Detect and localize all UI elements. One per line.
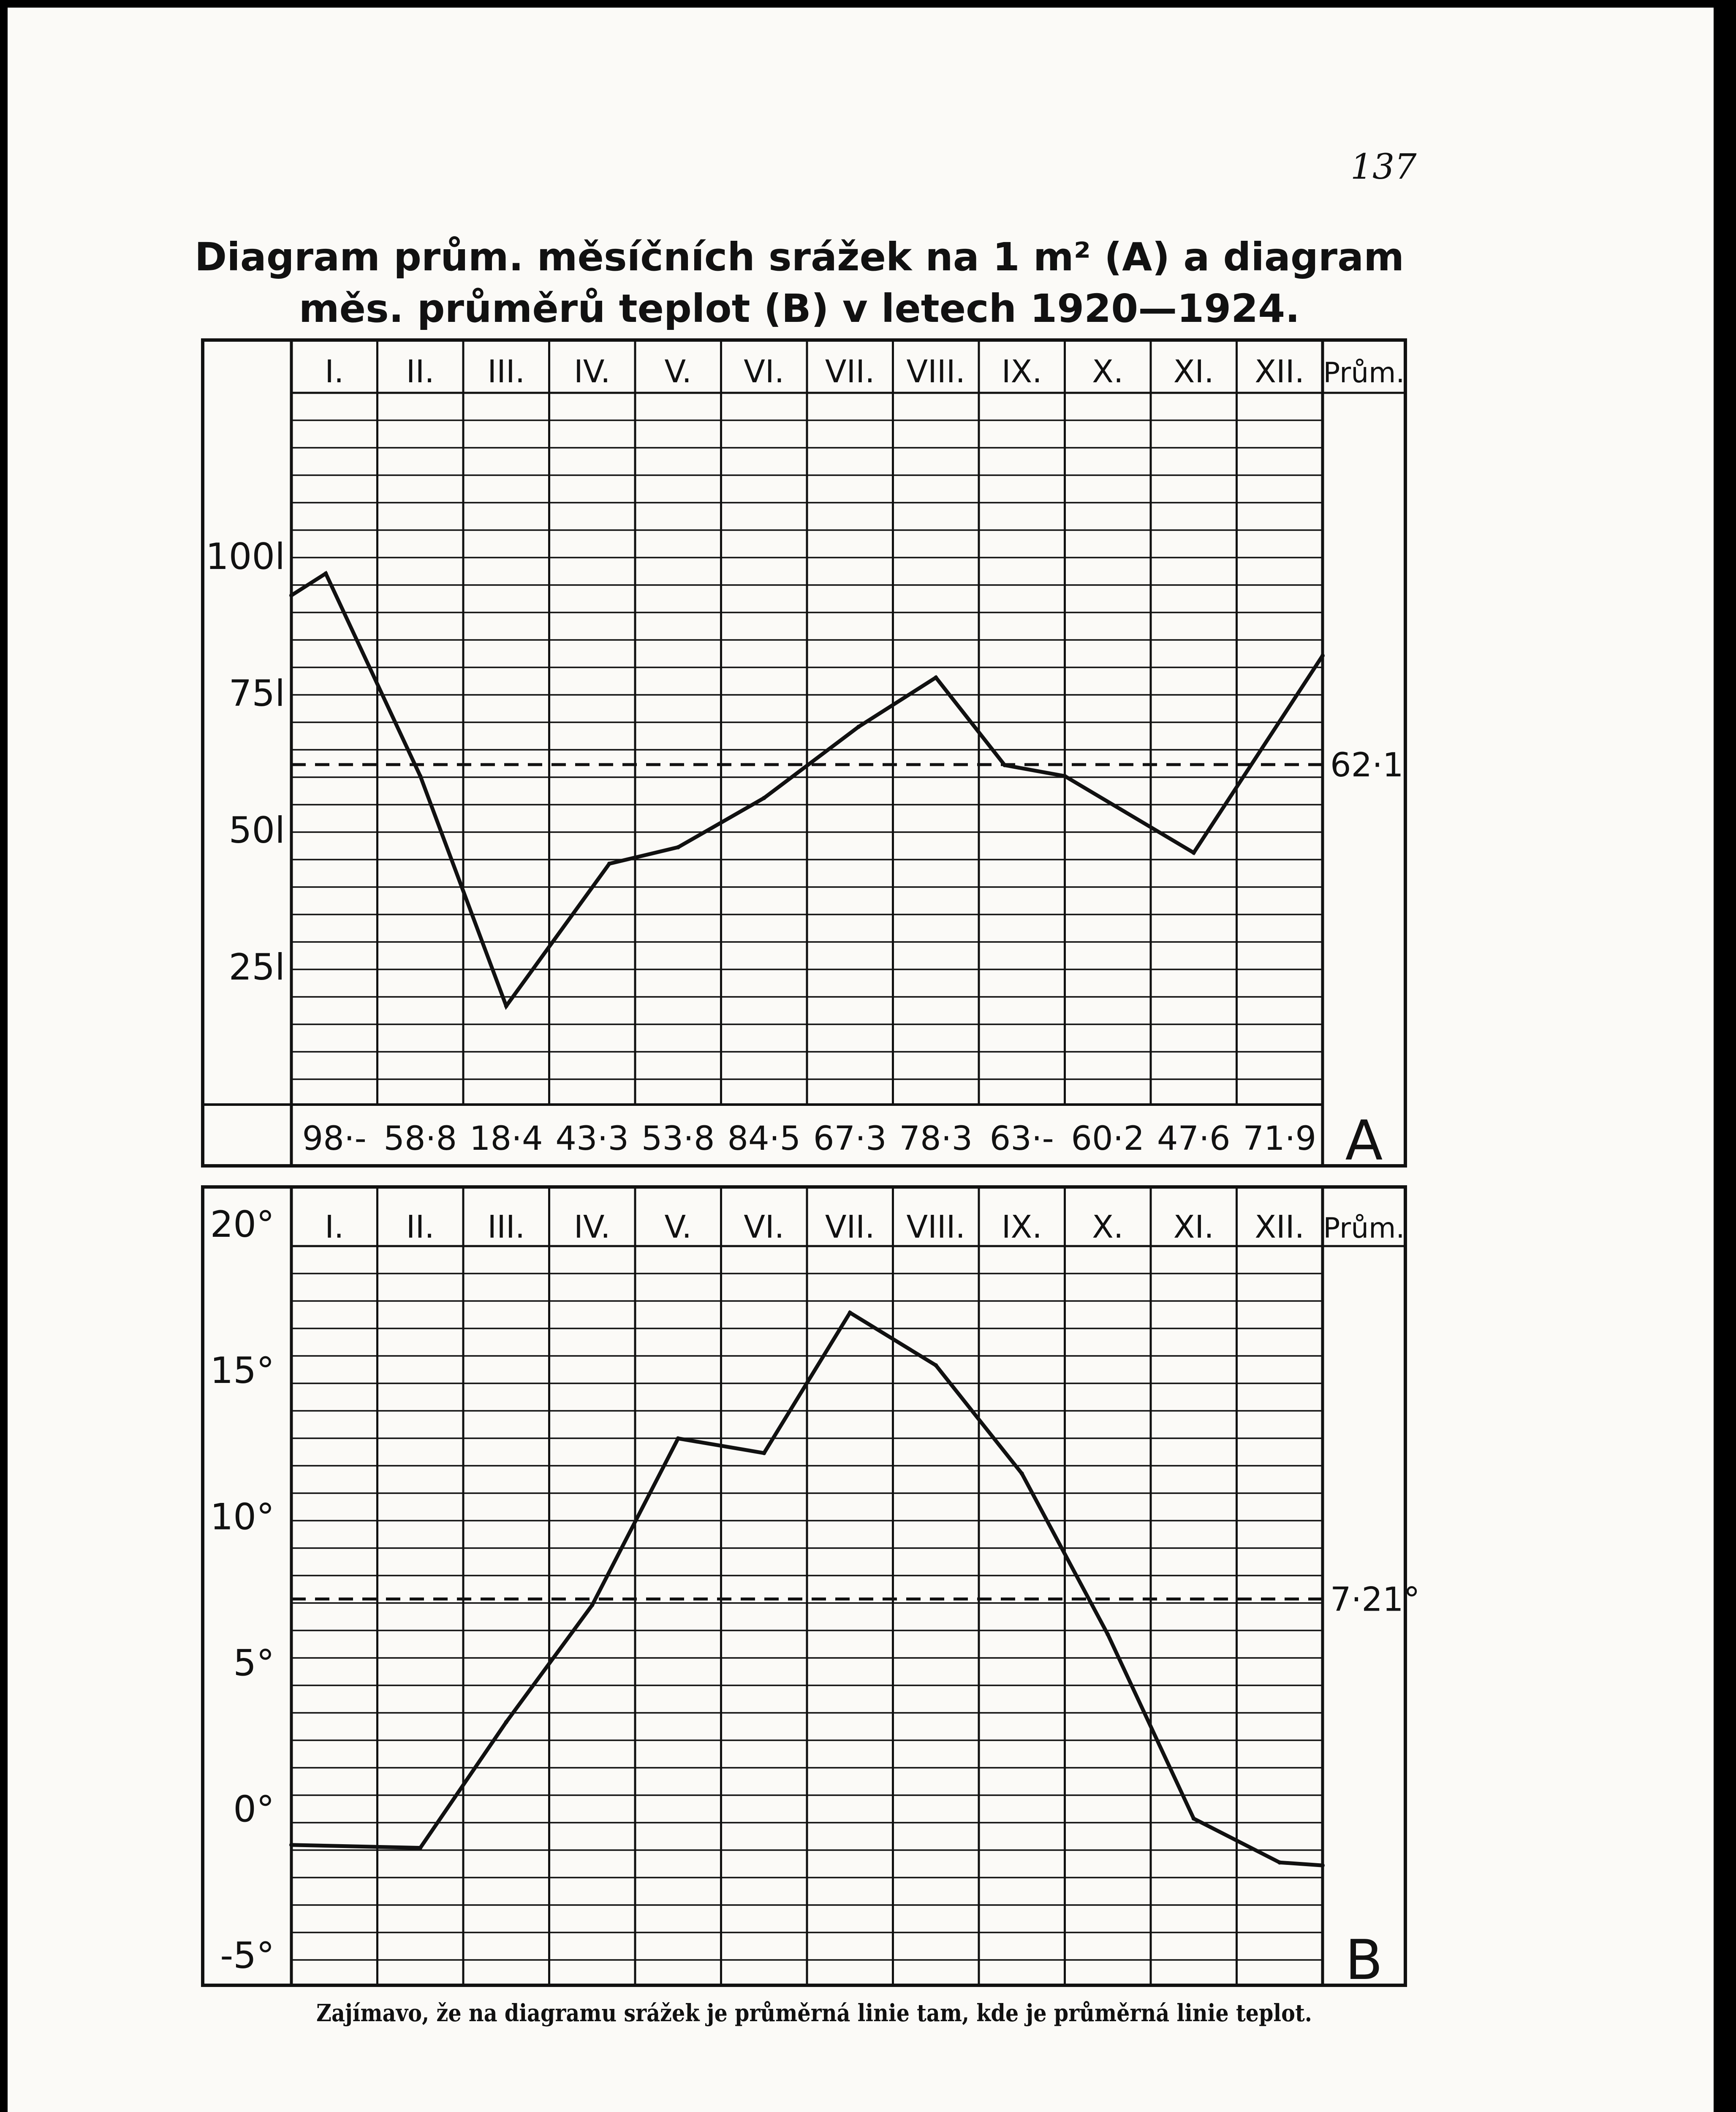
month-label: I. [325, 354, 344, 390]
data-point [1320, 653, 1325, 658]
month-label: XII. [1255, 354, 1305, 390]
data-point [848, 1311, 852, 1315]
data-point [1320, 1863, 1325, 1867]
y-tick-label: 100l [205, 535, 285, 578]
data-point [323, 572, 328, 576]
y-tick-label: 0° [233, 1788, 274, 1831]
data-point [1002, 763, 1007, 767]
title-line-2: měs. průměrů teplot (B) v letech 1920—1924. [299, 286, 1300, 331]
month-label: X. [1092, 1209, 1124, 1245]
panel-label: A [1345, 1108, 1383, 1173]
chart-panel-b [203, 1187, 1420, 1992]
y-tick-label: 50l [228, 809, 285, 852]
month-label: III. [487, 354, 525, 390]
data-point [762, 796, 766, 800]
average-header: Prům. [1323, 1212, 1405, 1244]
panel-label: B [1345, 1928, 1383, 1992]
month-label: IX. [1001, 354, 1042, 390]
month-label: VII. [825, 1209, 875, 1245]
y-tick-label: 5° [233, 1642, 274, 1685]
data-point [504, 1720, 508, 1724]
chart-panel-a [203, 340, 1405, 1173]
month-label: XI. [1173, 354, 1214, 390]
data-point [1192, 851, 1196, 855]
monthly-value-label: 67·3 [813, 1120, 887, 1158]
monthly-value-label: 58·8 [383, 1120, 457, 1158]
data-point [934, 1363, 938, 1367]
y-tick-label: -5° [220, 1934, 274, 1977]
month-label: II. [406, 1209, 435, 1245]
month-label: V. [664, 354, 692, 390]
average-value-label: 62·1 [1330, 746, 1404, 785]
month-label: XI. [1173, 1209, 1214, 1245]
month-label: VII. [825, 354, 875, 390]
month-label: X. [1092, 354, 1124, 390]
data-point [418, 1846, 422, 1850]
data-point [1063, 774, 1067, 778]
data-point [418, 774, 422, 778]
data-point [289, 1843, 293, 1847]
data-point [289, 593, 293, 598]
y-tick-label: 10° [210, 1496, 274, 1538]
average-header: Prům. [1323, 357, 1405, 389]
month-label: IX. [1001, 1209, 1042, 1245]
monthly-value-label: 53·8 [641, 1120, 715, 1158]
data-point [1277, 1860, 1282, 1864]
monthly-value-label: 47·6 [1157, 1120, 1231, 1158]
month-label: II. [406, 354, 435, 390]
data-point [856, 725, 861, 729]
data-point [1020, 1471, 1024, 1475]
data-point [1106, 1632, 1110, 1636]
data-point [934, 675, 938, 680]
y-tick-label: 75l [228, 672, 285, 715]
monthly-value-label: 18·4 [469, 1120, 543, 1158]
month-label: VIII. [906, 354, 966, 390]
month-label: VI. [744, 1209, 785, 1245]
monthly-value-label: 84·5 [727, 1120, 801, 1158]
panel-frame [203, 340, 1405, 1166]
panel-frame [203, 1187, 1405, 1985]
y-tick-label: 25l [228, 946, 285, 988]
month-label: I. [325, 1209, 344, 1245]
average-value-label: 7·21° [1330, 1581, 1420, 1619]
month-label: V. [664, 1209, 692, 1245]
monthly-value-label: 63·- [989, 1120, 1054, 1158]
data-point [607, 862, 611, 866]
monthly-value-label: 43·3 [555, 1120, 629, 1158]
y-tick-label: 15° [210, 1350, 274, 1392]
month-label: IV. [574, 354, 611, 390]
page-number: 137 [1350, 147, 1417, 187]
data-point [762, 1451, 766, 1455]
monthly-value-label: 78·3 [899, 1120, 973, 1158]
data-point [1192, 1816, 1196, 1821]
monthly-value-label: 98·- [302, 1120, 367, 1158]
monthly-value-label: 71·9 [1243, 1120, 1317, 1158]
y-tick-label: 20° [210, 1203, 274, 1246]
monthly-value-label: 60·2 [1071, 1120, 1145, 1158]
data-point [676, 1436, 680, 1440]
data-point [676, 845, 680, 849]
month-label: VI. [744, 354, 785, 390]
caption: Zajímavo, že na diagramu srážek je průměrná linie tam, kde je průměrná linie teplot. [316, 1999, 1312, 2027]
data-point [504, 1004, 508, 1008]
month-label: IV. [574, 1209, 611, 1245]
title-line-1: Diagram prům. měsíčních srážek na 1 m² (A) a diagram [194, 234, 1405, 280]
month-label: III. [487, 1209, 525, 1245]
data-point [590, 1603, 594, 1607]
month-label: XII. [1255, 1209, 1305, 1245]
month-label: VIII. [906, 1209, 966, 1245]
